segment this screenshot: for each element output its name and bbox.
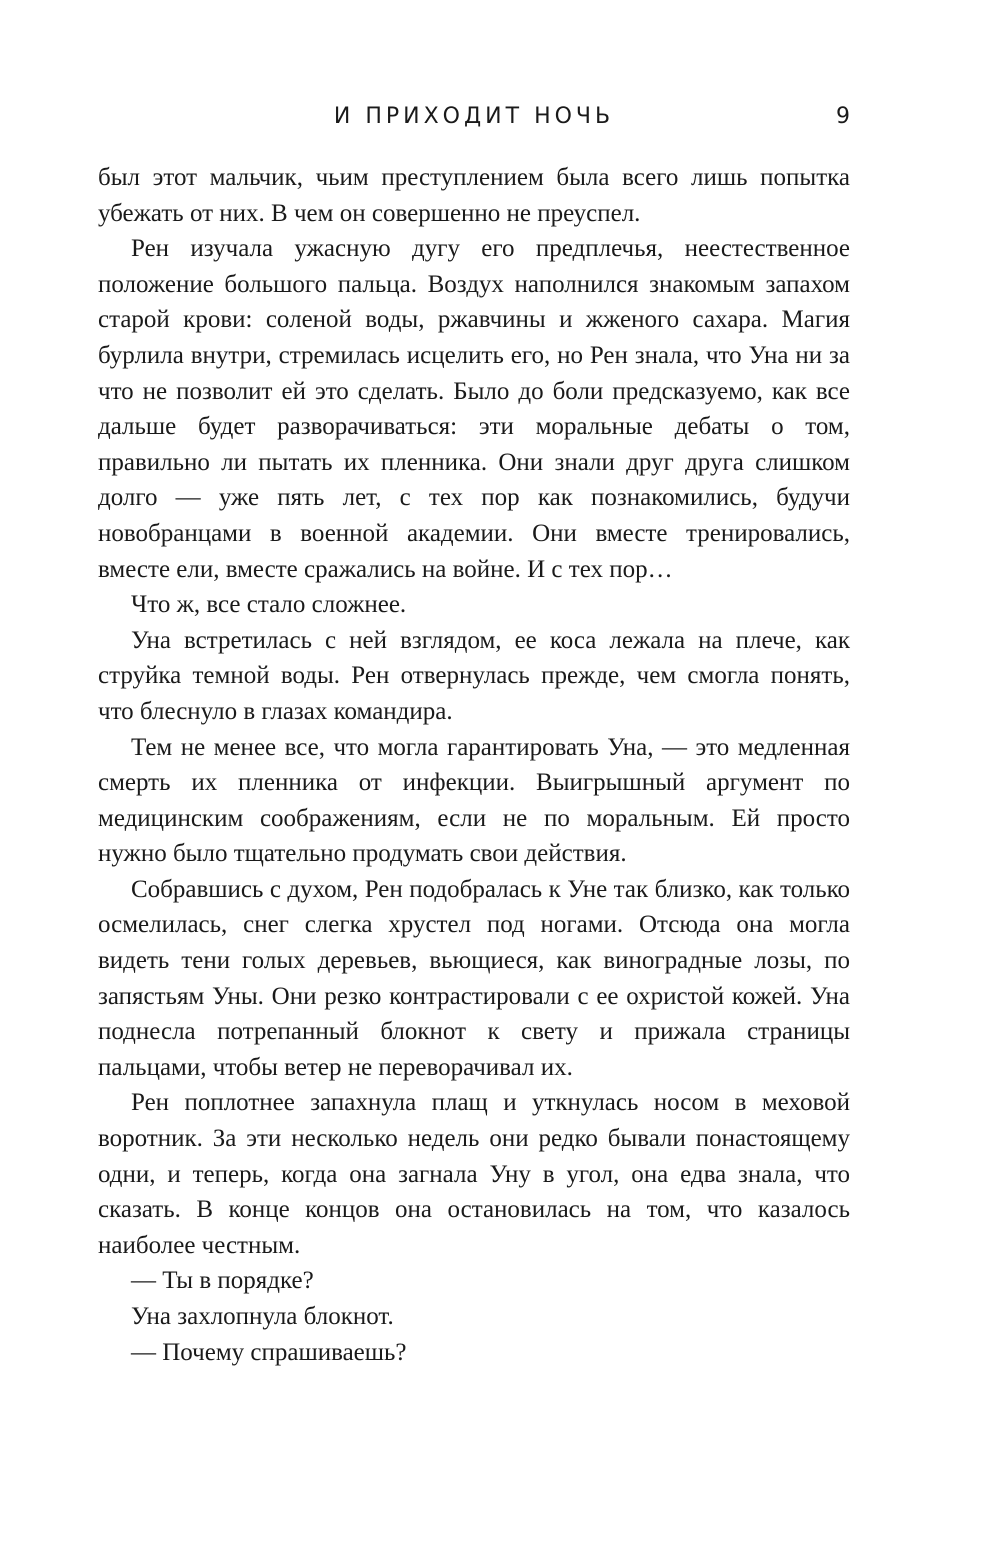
running-header [98, 104, 850, 144]
paragraph: Тем не менее все, что могла гарантировать Уна, — это медленная смерть их пленника от инфекции. Выигрышный аргумент по медицинским соображениям, если не по моральным. Ей просто нужно было тщательно продумать свои действия. [98, 733, 850, 868]
paragraph-continued: был этот мальчик, чьим преступлением была всего лишь попытка убежать от них. В чем он совершенно не преуспел. [98, 164, 850, 227]
paragraph: Что ж, все стало сложнее. [131, 591, 407, 619]
dialogue-line: — Почему спрашиваешь? [131, 1338, 407, 1366]
paragraph: Уна захлопнула блокнот. [131, 1303, 394, 1330]
paragraph: Уна встретилась с ней взглядом, ее коса лежала на плече, как струйка темной воды. Рен отвернулась прежде, чем смогла понять, что блеснуло в глазах командира. [98, 626, 850, 725]
paragraph: Рен поплотнее запахнула плащ и уткнулась носом в меховой воротник. За эти несколько недель они редко бывали понастоящему одни, и теперь, когда она загнала Уну в угол, она едва знала, что сказать. В конце концов она остановилась на том, что казалось наиболее честным. [98, 1089, 850, 1259]
dialogue-line: — Ты в порядке? [131, 1267, 314, 1295]
page-number: 9 [836, 104, 850, 129]
body-text [98, 160, 850, 1370]
paragraph: Собравшись с духом, Рен подобралась к Уне так близко, как только осмелилась, снег слегка хрустел под ногами. Отсюда она могла видеть тени голых деревьев, вьющиеся, как виноградные лозы, по запястьям Уны. Они резко контрастировали с ее охристой кожей. Уна поднесла потрепанный блокнот к свету и прижала страницы пальцами, чтобы ветер не переворачивал их. [98, 875, 850, 1081]
paragraph: Рен изучала ужасную дугу его предплечья, неестественное положение большого пальца. Воздух наполнился знакомым запахом старой крови: соленой воды, ржавчины и жженого сахара. Магия бурлила внутри, стремилась исцелить его, но Рен знала, что Уна ни за что не позволит ей это сделать. Было до боли предсказуемо, как все дальше будет разворачиваться: эти моральные дебаты о том, правильно ли пытать их пленника. Они знали друг друга слишком долго — уже пять лет, с тех пор как познакомились, будучи новобранцами в военной академии. Они вместе тренировались, вместе ели, вместе сражались на войне. И с тех пор… [98, 235, 850, 583]
running-title: И ПРИХОДИТ НОЧЬ [333, 104, 615, 129]
